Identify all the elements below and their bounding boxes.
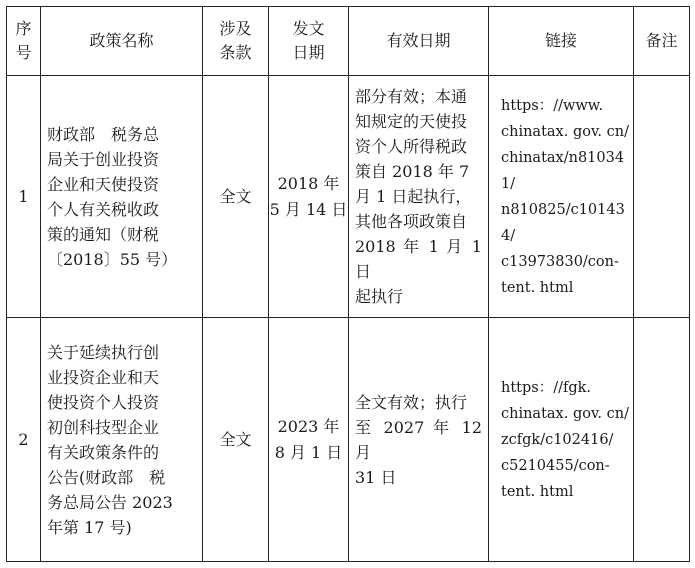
issue-date: 2023 年 8 月 1 日 [269, 318, 349, 562]
header-note: 备注 [634, 7, 690, 76]
note-cell [634, 76, 690, 318]
policy-link: https：//www. chinatax. gov. cn/ chinatax/n810341/ n810825/c101434/ c13973830/con- tent. html [489, 76, 634, 318]
header-no: 序 号 [7, 7, 41, 76]
table-row [7, 318, 690, 562]
policy-name: 财政部 税务总 局关于创业投资 企业和天使投资 个人有关税收政 策的通知（财税 〔2018〕55 号） [41, 76, 203, 318]
policy-table [6, 6, 690, 562]
validity-text: 全文有效；执行 至 2027 年 12 月 31 日 [349, 318, 489, 562]
header-scope: 涉及 条款 [203, 7, 269, 76]
note-cell [634, 318, 690, 562]
row-number: 2 [7, 318, 41, 562]
header-row [7, 7, 690, 76]
row-number: 1 [7, 76, 41, 318]
policy-link: https：//fgk. chinatax. gov. cn/ zcfgk/c102416/ c5210455/con- tent. html [489, 318, 634, 562]
issue-date: 2018 年 5 月 14 日 [269, 76, 349, 318]
policy-scope: 全文 [203, 318, 269, 562]
policy-scope: 全文 [203, 76, 269, 318]
table-row [7, 76, 690, 318]
validity-text: 部分有效；本通 知规定的天使投 资个人所得税政 策自 2018 年 7 月 1 日起执行， 其他各项政策自 2018 年 1 月 1 日 起执行 [349, 76, 489, 318]
header-validity: 有效日期 [349, 7, 489, 76]
header-name: 政策名称 [41, 7, 203, 76]
policy-name: 关于延续执行创 业投资企业和天 使投资个人投资 初创科技型企业 有关政策条件的 公告(财政部 税 务总局公告 2023 年第 17 号) [41, 318, 203, 562]
header-date: 发文 日期 [269, 7, 349, 76]
header-link: 链接 [489, 7, 634, 76]
